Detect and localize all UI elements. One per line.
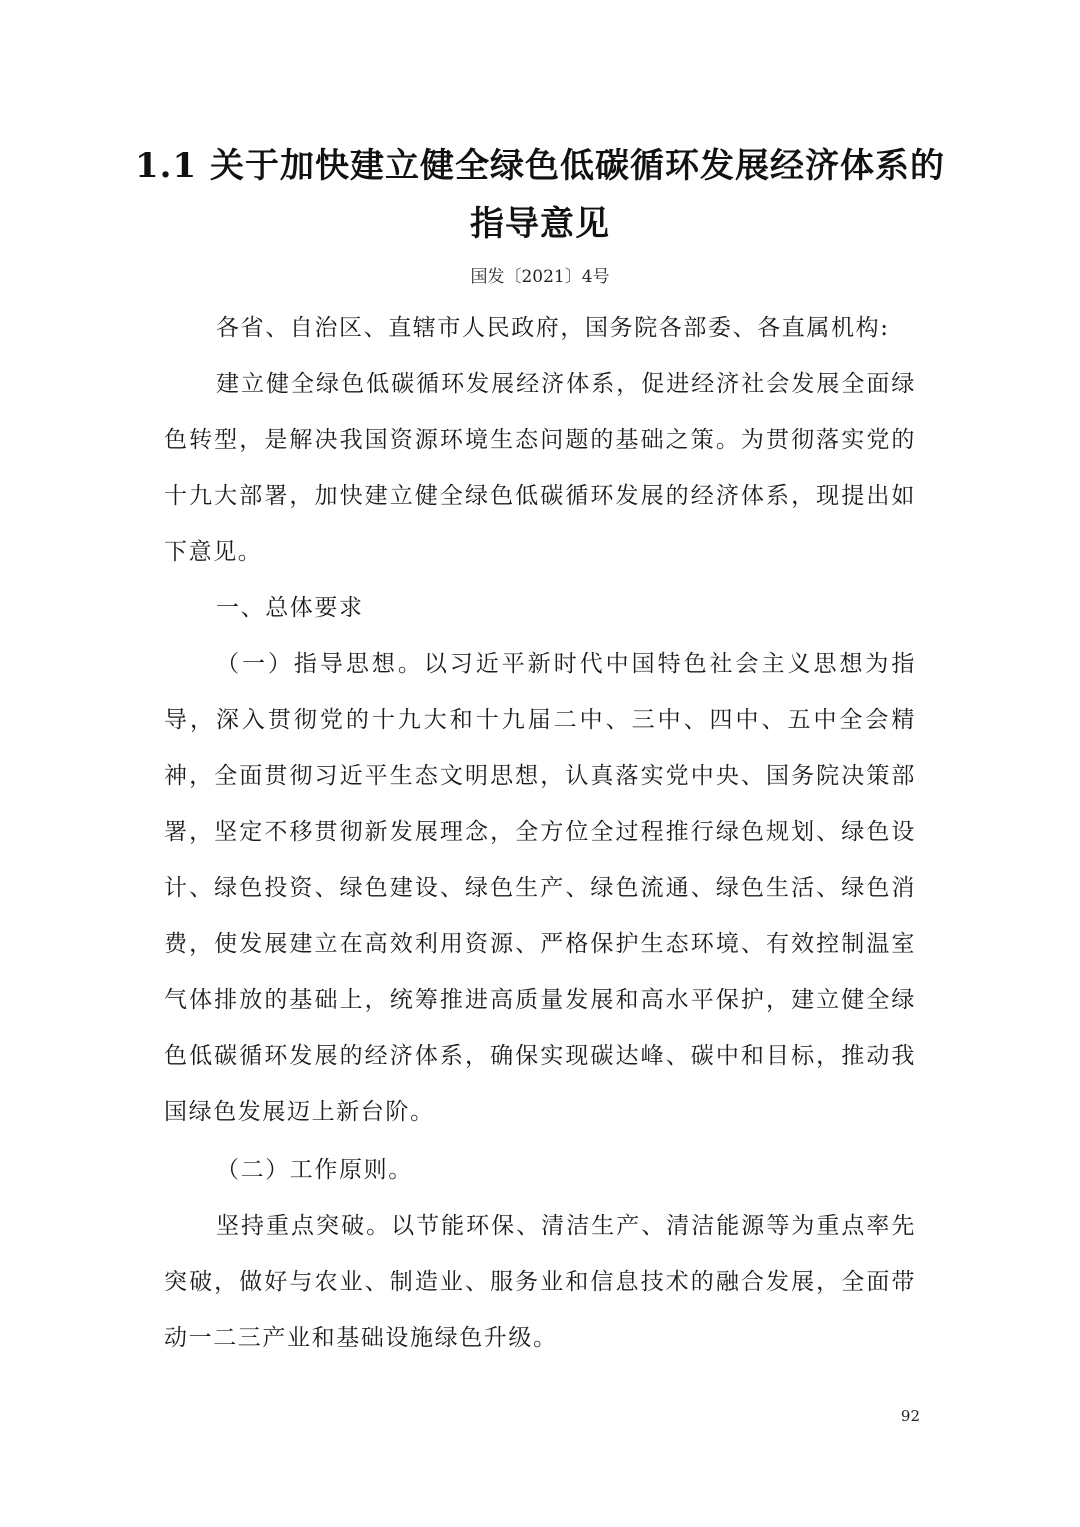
subsection-heading-work-principles: （二）工作原则。 bbox=[216, 1157, 413, 1183]
document-title-line2: 指导意见 bbox=[470, 204, 610, 244]
page-number: 92 bbox=[900, 1407, 920, 1425]
paragraph-guiding-ideology: （一）指导思想。以习近平新时代中国特色社会主义思想为指导，深入贯彻党的十九大和十九届二中、三中、四中、五中全会精神，全面贯彻习近平生态文明思想，认真落实党中央、国务院决策部署，坚定不移贯彻新发展理念，全方位全过程推行绿色规划、绿色设计、绿色投资、绿色建设、绿色生产、绿色流通、绿色生活、绿色消费，使发展建立在高效利用资源、严格保护生态环境、有效控制温室气体排放的基础上，统筹推进高质量发展和高水平保护，建立健全绿色低碳循环发展的经济体系，确保实现碳达峰、碳中和目标，推动我国绿色发展迈上新台阶。 bbox=[164, 651, 916, 1125]
document-title-line1: 1.1 关于加快建立健全绿色低碳循环发展经济体系的 bbox=[135, 146, 945, 186]
document-number: 国发〔2021〕4号 bbox=[470, 267, 610, 287]
paragraph-key-breakthroughs: 坚持重点突破。以节能环保、清洁生产、清洁能源等为重点率先突破，做好与农业、制造业、服务业和信息技术的融合发展，全面带动一二三产业和基础设施绿色升级。 bbox=[164, 1213, 916, 1351]
addressee-line: 各省、自治区、直辖市人民政府，国务院各部委、各直属机构: bbox=[216, 315, 890, 341]
paragraph-intro: 建立健全绿色低碳循环发展经济体系，促进经济社会发展全面绿色转型，是解决我国资源环境生态问题的基础之策。为贯彻落实党的十九大部署，加快建立健全绿色低碳循环发展的经济体系，现提出如下意见。 bbox=[164, 371, 916, 565]
section-heading-general-requirements: 一、总体要求 bbox=[216, 595, 364, 621]
